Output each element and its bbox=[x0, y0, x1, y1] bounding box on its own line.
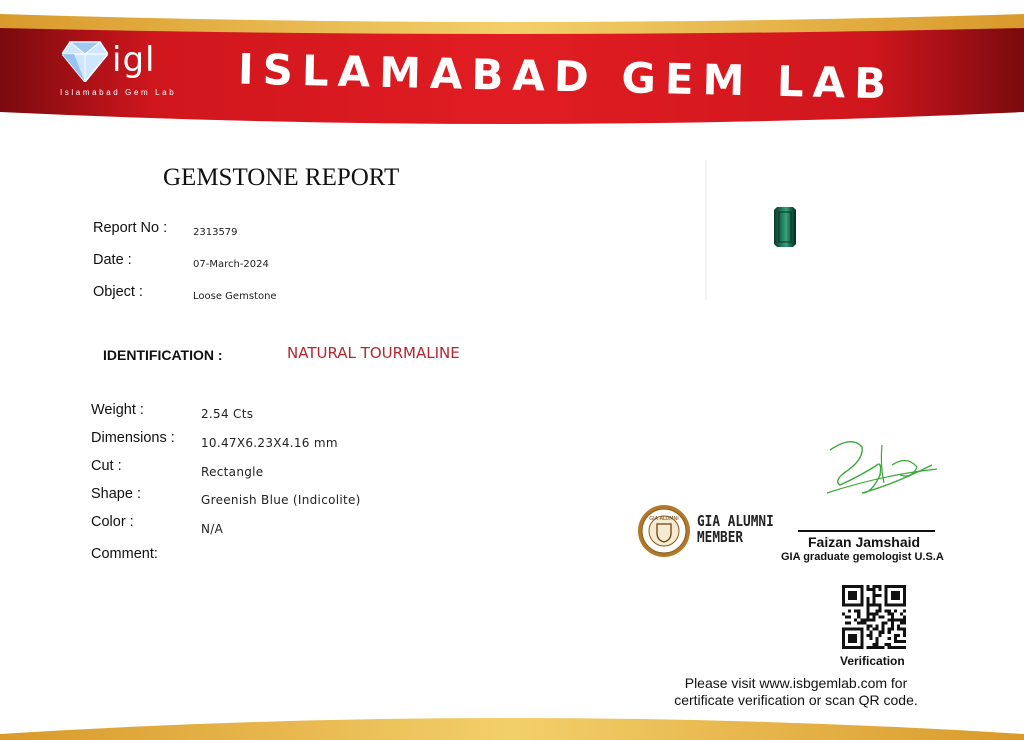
logo-text: igl bbox=[112, 40, 156, 80]
report-no-value: 2313579 bbox=[193, 227, 238, 238]
seal-text: GIA ALUMNI bbox=[649, 516, 679, 522]
gia-alumni-line1: GIA ALUMNI bbox=[697, 512, 774, 530]
date-value: 07-March-2024 bbox=[193, 259, 269, 270]
dimensions-value: 10.47X6.23X4.16 mm bbox=[201, 436, 338, 450]
footer-band bbox=[0, 700, 1024, 740]
signature-image bbox=[822, 435, 942, 505]
verification-label: Verification bbox=[840, 654, 905, 668]
signatory-title: GIA graduate gemologist U.S.A bbox=[781, 551, 944, 563]
gia-seal-icon bbox=[637, 504, 691, 558]
cut-label: Cut : bbox=[91, 458, 122, 474]
cut-value: Rectangle bbox=[201, 465, 264, 479]
signatory-name: Faizan Jamshaid bbox=[808, 534, 921, 550]
report-title: GEMSTONE REPORT bbox=[163, 164, 400, 191]
verification-line1: Please visit www.isbgemlab.com for bbox=[684, 675, 908, 691]
logo-subtitle: Islamabad Gem Lab bbox=[60, 88, 177, 97]
object-value: Loose Gemstone bbox=[193, 291, 277, 302]
diamond-logo-icon bbox=[62, 40, 108, 82]
verification-line2: certificate verification or scan QR code. bbox=[674, 692, 918, 708]
identification-label: IDENTIFICATION : bbox=[103, 347, 223, 363]
color-label: Color : bbox=[91, 514, 134, 530]
gia-alumni-member-text bbox=[697, 513, 774, 545]
lab-name-title: ISLAMABAD GEM LAB bbox=[237, 44, 896, 109]
shape-label: Shape : bbox=[91, 486, 141, 502]
identification-value: NATURAL TOURMALINE bbox=[287, 344, 460, 362]
color-value: N/A bbox=[201, 522, 224, 536]
signature-line bbox=[798, 530, 935, 532]
gemstone-image bbox=[774, 207, 796, 247]
comment-label: Comment: bbox=[91, 546, 158, 562]
report-no-label: Report No : bbox=[93, 220, 168, 236]
weight-label: Weight : bbox=[91, 402, 144, 418]
gia-alumni-line2: MEMBER bbox=[697, 528, 744, 546]
date-label: Date : bbox=[93, 252, 132, 268]
qr-code[interactable] bbox=[842, 585, 906, 649]
object-label: Object : bbox=[93, 284, 143, 300]
dimensions-label: Dimensions : bbox=[91, 430, 175, 446]
gemstone-photo-frame bbox=[705, 160, 707, 300]
shape-value: Greenish Blue (Indicolite) bbox=[201, 493, 361, 507]
weight-value: 2.54 Cts bbox=[201, 407, 254, 421]
